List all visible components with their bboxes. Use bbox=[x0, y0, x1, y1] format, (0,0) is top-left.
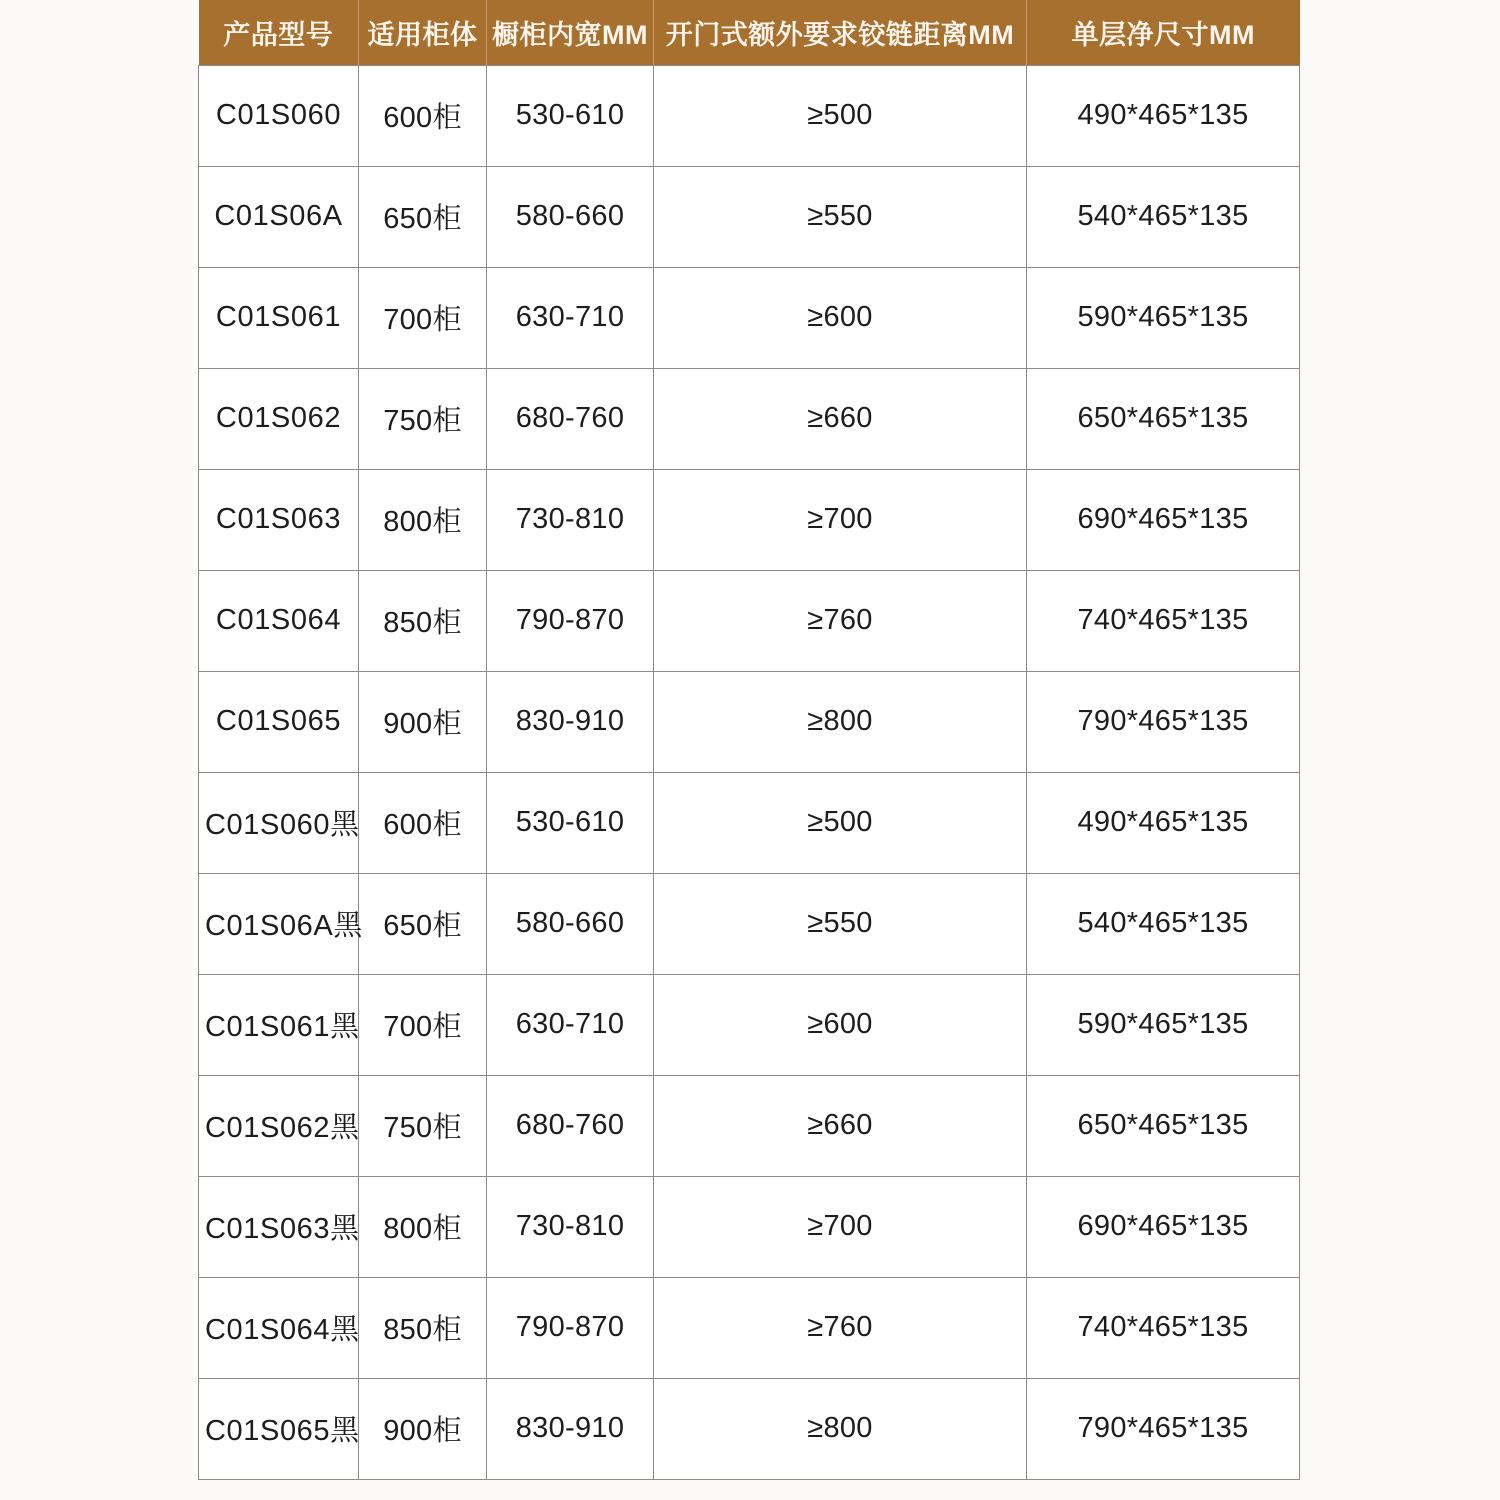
cell-net-size: 490*465*135 bbox=[1027, 772, 1300, 873]
cell-cabinet: 700柜 bbox=[359, 267, 487, 368]
cell-cabinet: 750柜 bbox=[359, 1075, 487, 1176]
table-row bbox=[199, 974, 1300, 1075]
cell-net-size: 590*465*135 bbox=[1027, 267, 1300, 368]
column-header-hinge-distance: 开门式额外要求铰链距离MM bbox=[654, 0, 1027, 65]
cell-model: C01S06A bbox=[199, 166, 359, 267]
column-header-cabinet: 适用柜体 bbox=[359, 0, 487, 65]
cell-hinge-distance: ≥600 bbox=[654, 974, 1027, 1075]
table-row bbox=[199, 772, 1300, 873]
cell-hinge-distance: ≥760 bbox=[654, 570, 1027, 671]
cell-inner-width: 830-910 bbox=[487, 671, 654, 772]
cell-model: C01S061黑 bbox=[199, 974, 359, 1075]
cell-cabinet: 750柜 bbox=[359, 368, 487, 469]
cell-cabinet: 850柜 bbox=[359, 1277, 487, 1378]
cell-net-size: 490*465*135 bbox=[1027, 65, 1300, 166]
cell-cabinet: 700柜 bbox=[359, 974, 487, 1075]
cell-hinge-distance: ≥550 bbox=[654, 166, 1027, 267]
cell-model: C01S063黑 bbox=[199, 1176, 359, 1277]
cell-net-size: 740*465*135 bbox=[1027, 1277, 1300, 1378]
cell-cabinet: 650柜 bbox=[359, 166, 487, 267]
cell-cabinet: 850柜 bbox=[359, 570, 487, 671]
table-row bbox=[199, 1176, 1300, 1277]
cell-hinge-distance: ≥760 bbox=[654, 1277, 1027, 1378]
cell-model: C01S060 bbox=[199, 65, 359, 166]
cell-hinge-distance: ≥700 bbox=[654, 1176, 1027, 1277]
cell-cabinet: 650柜 bbox=[359, 873, 487, 974]
cell-inner-width: 580-660 bbox=[487, 873, 654, 974]
cell-net-size: 740*465*135 bbox=[1027, 570, 1300, 671]
table-row bbox=[199, 1075, 1300, 1176]
table-header-row bbox=[199, 0, 1300, 65]
cell-inner-width: 580-660 bbox=[487, 166, 654, 267]
table-body bbox=[199, 65, 1300, 1479]
column-header-net-size: 单层净尺寸MM bbox=[1027, 0, 1300, 65]
cell-model: C01S063 bbox=[199, 469, 359, 570]
cell-model: C01S064黑 bbox=[199, 1277, 359, 1378]
cell-model: C01S060黑 bbox=[199, 772, 359, 873]
cell-net-size: 540*465*135 bbox=[1027, 166, 1300, 267]
table-row bbox=[199, 1277, 1300, 1378]
cell-inner-width: 630-710 bbox=[487, 974, 654, 1075]
table-header bbox=[199, 0, 1300, 65]
cell-hinge-distance: ≥550 bbox=[654, 873, 1027, 974]
cell-inner-width: 730-810 bbox=[487, 469, 654, 570]
cell-model: C01S065 bbox=[199, 671, 359, 772]
cell-inner-width: 830-910 bbox=[487, 1378, 654, 1479]
table-row bbox=[199, 65, 1300, 166]
table-row bbox=[199, 166, 1300, 267]
cell-inner-width: 790-870 bbox=[487, 1277, 654, 1378]
cell-cabinet: 800柜 bbox=[359, 469, 487, 570]
table-row bbox=[199, 671, 1300, 772]
cell-net-size: 690*465*135 bbox=[1027, 469, 1300, 570]
cell-model: C01S06A黑 bbox=[199, 873, 359, 974]
cell-hinge-distance: ≥700 bbox=[654, 469, 1027, 570]
cell-net-size: 590*465*135 bbox=[1027, 974, 1300, 1075]
cell-cabinet: 900柜 bbox=[359, 671, 487, 772]
cell-inner-width: 790-870 bbox=[487, 570, 654, 671]
cell-hinge-distance: ≥500 bbox=[654, 772, 1027, 873]
cell-net-size: 790*465*135 bbox=[1027, 671, 1300, 772]
cell-cabinet: 600柜 bbox=[359, 772, 487, 873]
cell-model: C01S064 bbox=[199, 570, 359, 671]
table-row bbox=[199, 1378, 1300, 1479]
cell-inner-width: 730-810 bbox=[487, 1176, 654, 1277]
table-row bbox=[199, 570, 1300, 671]
column-header-model: 产品型号 bbox=[199, 0, 359, 65]
cell-net-size: 690*465*135 bbox=[1027, 1176, 1300, 1277]
cell-cabinet: 900柜 bbox=[359, 1378, 487, 1479]
spec-table-container bbox=[198, 0, 1299, 1480]
cell-inner-width: 680-760 bbox=[487, 1075, 654, 1176]
cell-hinge-distance: ≥500 bbox=[654, 65, 1027, 166]
cell-inner-width: 530-610 bbox=[487, 65, 654, 166]
cell-model: C01S062黑 bbox=[199, 1075, 359, 1176]
product-specification-table bbox=[198, 0, 1300, 1480]
cell-cabinet: 800柜 bbox=[359, 1176, 487, 1277]
table-row bbox=[199, 873, 1300, 974]
cell-hinge-distance: ≥660 bbox=[654, 1075, 1027, 1176]
table-row bbox=[199, 368, 1300, 469]
cell-model: C01S061 bbox=[199, 267, 359, 368]
cell-inner-width: 680-760 bbox=[487, 368, 654, 469]
column-header-inner-width: 橱柜内宽MM bbox=[487, 0, 654, 65]
cell-inner-width: 530-610 bbox=[487, 772, 654, 873]
table-row bbox=[199, 267, 1300, 368]
cell-hinge-distance: ≥600 bbox=[654, 267, 1027, 368]
cell-cabinet: 600柜 bbox=[359, 65, 487, 166]
cell-hinge-distance: ≥800 bbox=[654, 1378, 1027, 1479]
cell-net-size: 790*465*135 bbox=[1027, 1378, 1300, 1479]
cell-model: C01S065黑 bbox=[199, 1378, 359, 1479]
table-row bbox=[199, 469, 1300, 570]
cell-net-size: 540*465*135 bbox=[1027, 873, 1300, 974]
cell-inner-width: 630-710 bbox=[487, 267, 654, 368]
cell-hinge-distance: ≥660 bbox=[654, 368, 1027, 469]
cell-hinge-distance: ≥800 bbox=[654, 671, 1027, 772]
cell-net-size: 650*465*135 bbox=[1027, 1075, 1300, 1176]
cell-model: C01S062 bbox=[199, 368, 359, 469]
cell-net-size: 650*465*135 bbox=[1027, 368, 1300, 469]
